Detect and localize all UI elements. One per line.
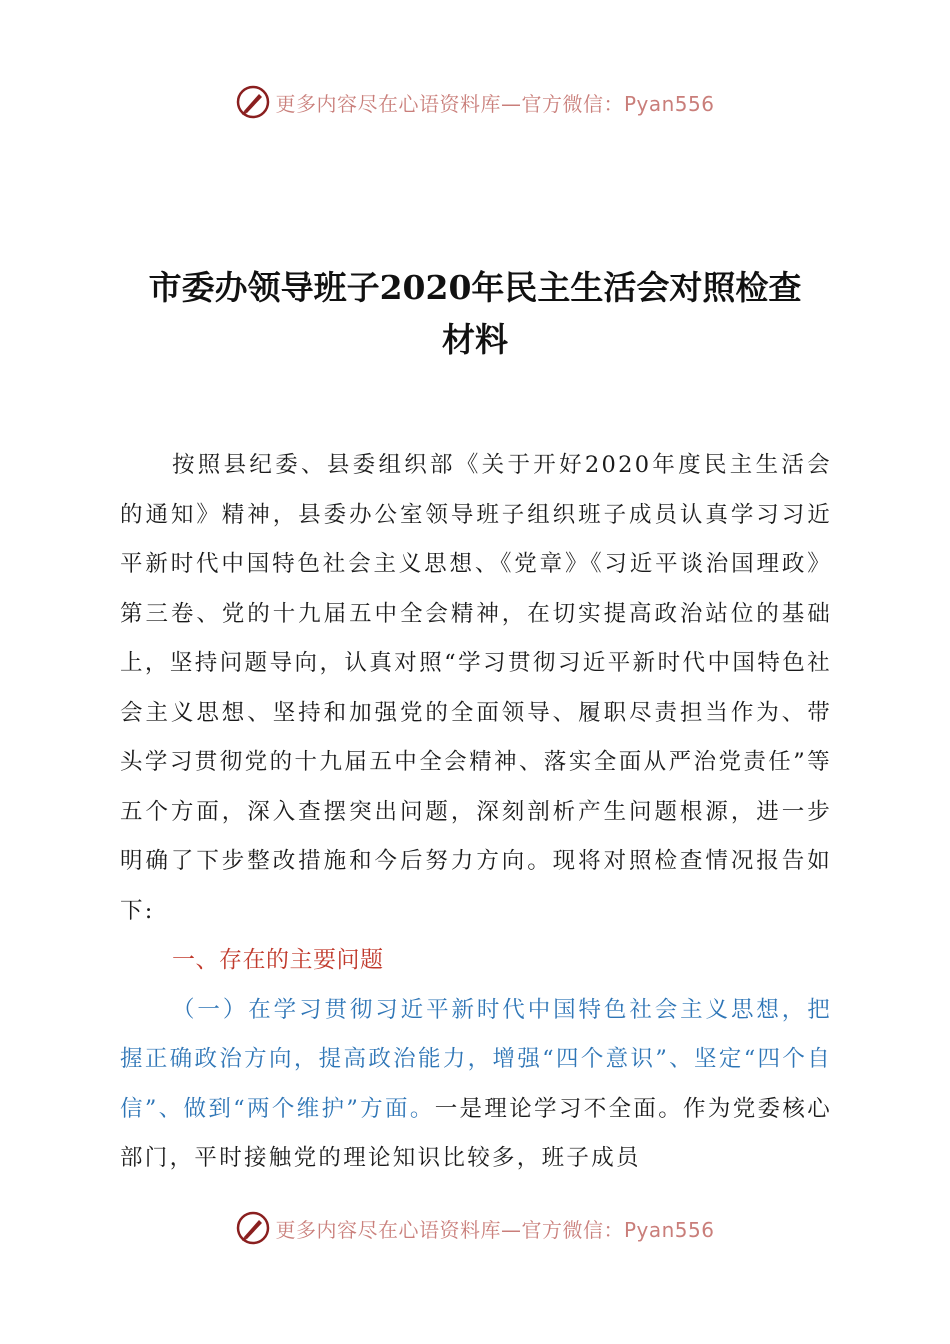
intro-paragraph: 按照县纪委、县委组织部《关于开好2020年度民主生活会的通知》精神，县委办公室领导班子组织班子成员认真学习习近平新时代中国特色社会主义思想、《党章》《习近平谈治国理政》第三卷、党的十九届五中全会精神，在切实提高政治站位的基础上，坚持问题导向，认真对照“学习贯彻习近平新时代中国特色社会主义思想、坚持和加强党的全面领导、履职尽责担当作为、带头学习贯彻党的十九届五中全会精神、落实全面从严治党责任”等五个方面，深入查摆突出问题，深刻剖析产生问题根源，进一步明确了下步整改措施和今后努力方向。现将对照检查情况报告如下: (120, 452, 832, 924)
section-heading: 一、存在的主要问题 (172, 947, 384, 973)
pen-logo-icon (235, 84, 271, 120)
document-title (100, 262, 850, 366)
title-line-1: 市委办领导班子2020年民主生活会对照检查 (148, 268, 802, 307)
document-body (120, 441, 832, 1184)
watermark-text: 更多内容尽在心语资料库—官方微信：Pyan556 (275, 91, 715, 116)
watermark-text: 更多内容尽在心语资料库—官方微信：Pyan556 (275, 1217, 715, 1242)
title-line-2: 材料 (442, 320, 508, 359)
watermark-banner-bottom (0, 1208, 950, 1248)
watermark-banner-top (0, 82, 950, 122)
subsection-paragraph (120, 986, 832, 1184)
subsection-heading: （一）在学习贯彻习近平新时代中国特色社会主义思想，把握正确政治方向，提高政治能力，增强“四个意识”、坚定“四个自信”、做到“两个维护”方面。 (120, 996, 832, 1122)
pen-logo-icon (235, 1210, 271, 1246)
subsection-body: 一是理论学习不全面。作为党委核心部门，平时接触党的理论知识比较多，班子成员 (120, 1095, 832, 1171)
